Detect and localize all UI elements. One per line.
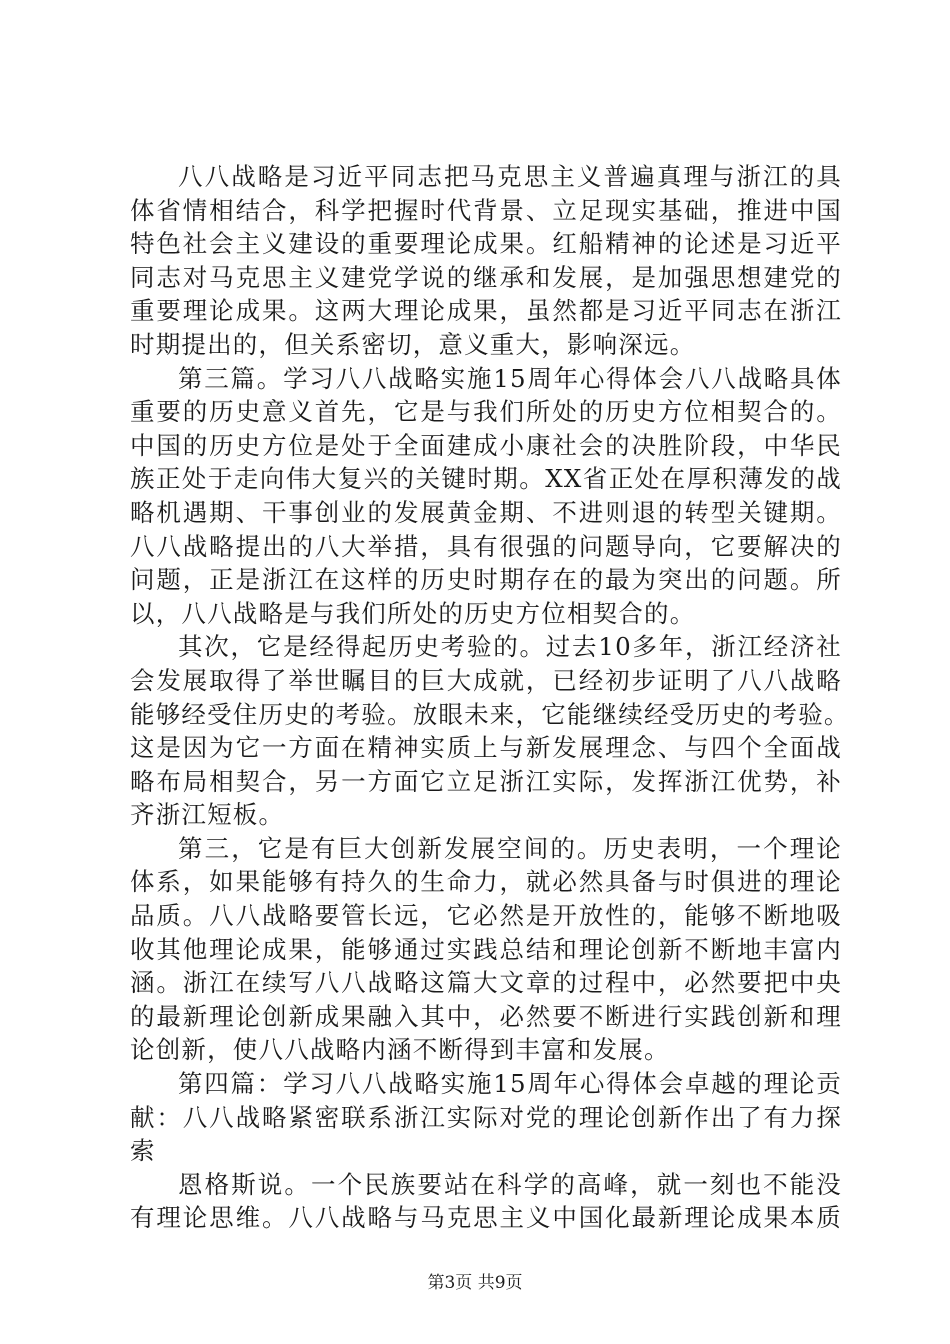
- text-line: 的最新理论创新成果融入其中，必然要不断进行实践创新和理: [130, 1001, 842, 1031]
- text-line: 涵。浙江在续写八八战略这篇大文章的过程中，必然要把中央: [130, 968, 842, 998]
- text-line: 论创新，使八八战略内涵不断得到丰富和发展。: [130, 1035, 670, 1065]
- text-line: 特色社会主义建设的重要理论成果。红船精神的论述是习近平: [130, 229, 842, 259]
- text-line: 会发展取得了举世瞩目的巨大成就，已经初步证明了八八战略: [130, 665, 842, 695]
- text-line: 这是因为它一方面在精神实质上与新发展理念、与四个全面战: [130, 733, 842, 763]
- text-line: 体省情相结合，科学把握时代背景、立足现实基础，推进中国: [130, 195, 842, 225]
- text-line: 第三篇。学习八八战略实施15周年心得体会八八战略具体: [178, 363, 842, 393]
- text-line: 第三，它是有巨大创新发展空间的。历史表明，一个理论: [178, 833, 842, 863]
- text-line: 族正处于走向伟大复兴的关键时期。XX省正处在厚积薄发的战: [130, 464, 842, 494]
- text-line: 以，八八战略是与我们所处的历史方位相契合的。: [130, 598, 696, 628]
- text-line: 重要理论成果。这两大理论成果，虽然都是习近平同志在浙江: [130, 296, 842, 326]
- text-line: 时期提出的，但关系密切，意义重大，影响深远。: [130, 329, 696, 359]
- text-line: 问题，正是浙江在这样的历史时期存在的最为突出的问题。所: [130, 565, 842, 595]
- document-body: [130, 160, 850, 1235]
- text-line: 八八战略提出的八大举措，具有很强的问题导向，它要解决的: [130, 531, 842, 561]
- text-line: 献：八八战略紧密联系浙江实际对党的理论创新作出了有力探: [130, 1102, 842, 1132]
- text-line: 能够经受住历史的考验。放眼未来，它能继续经受历史的考验。: [130, 699, 850, 729]
- text-line: 品质。八八战略要管长远，它必然是开放性的，能够不断地吸: [130, 901, 842, 931]
- text-line: 有理论思维。八八战略与马克思主义中国化最新理论成果本质: [130, 1203, 842, 1233]
- text-line: 体系，如果能够有持久的生命力，就必然具备与时俱进的理论: [130, 867, 842, 897]
- text-line: 略机遇期、干事创业的发展黄金期、不进则退的转型关键期。: [130, 497, 842, 527]
- text-line: 恩格斯说。一个民族要站在科学的高峰，就一刻也不能没: [178, 1169, 842, 1199]
- page-footer: 第3页 共9页: [427, 1273, 523, 1293]
- text-line: 略布局相契合，另一方面它立足浙江实际，发挥浙江优势，补: [130, 766, 842, 796]
- text-line: 齐浙江短板。: [130, 800, 285, 830]
- text-line: 其次，它是经得起历史考验的。过去10多年，浙江经济社: [178, 632, 842, 662]
- text-line: 同志对马克思主义建党学说的继承和发展，是加强思想建党的: [130, 262, 842, 292]
- text-line: 八八战略是习近平同志把马克思主义普遍真理与浙江的具: [178, 162, 842, 191]
- text-line: 索: [130, 1136, 156, 1166]
- text-line: 收其他理论成果，能够通过实践总结和理论创新不断地丰富内: [130, 934, 842, 964]
- text-line: 中国的历史方位是处于全面建成小康社会的决胜阶段，中华民: [130, 430, 842, 460]
- text-line: 重要的历史意义首先，它是与我们所处的历史方位相契合的。: [130, 397, 842, 427]
- text-line: 第四篇：学习八八战略实施15周年心得体会卓越的理论贡: [178, 1069, 842, 1099]
